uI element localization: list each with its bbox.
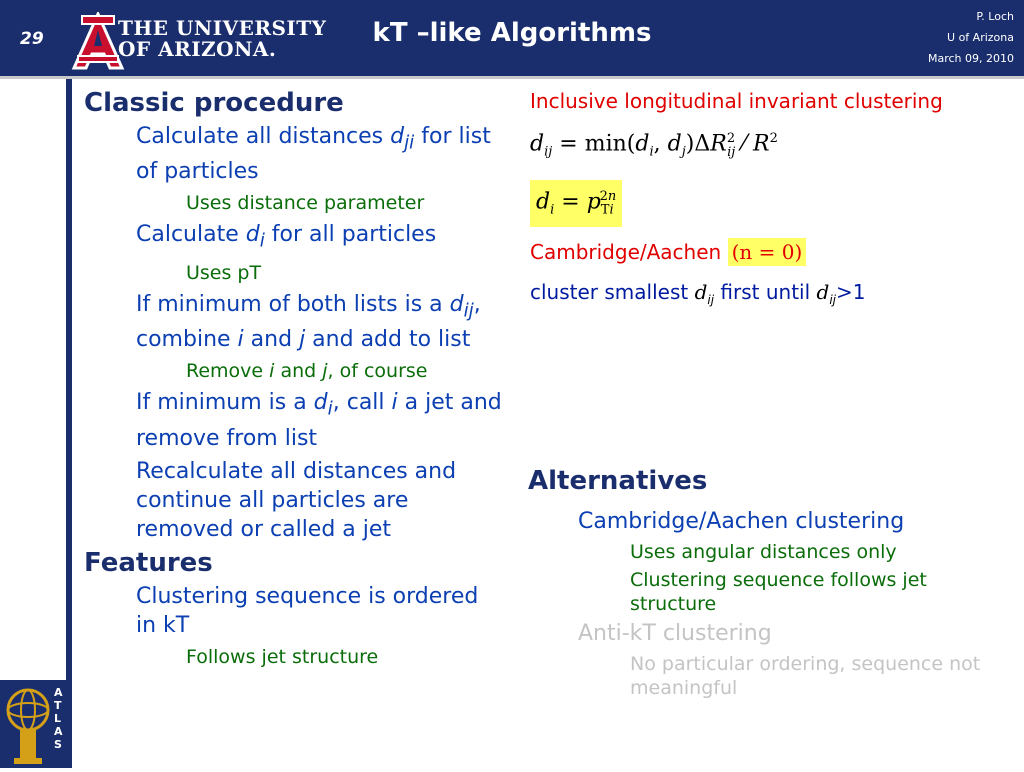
header-divider: [0, 76, 1024, 79]
sidebar: [0, 79, 66, 768]
sub-uses-pt: Uses pT: [186, 261, 262, 284]
affiliation: U of Arizona: [947, 31, 1014, 44]
sub-remove-i-j: Remove i and j, of course: [186, 360, 428, 383]
bullet-calculate-di: Calculate $d_i$ for all particles: [136, 222, 437, 252]
cambridge-n0-formula: (n = 0): [728, 238, 807, 266]
slide-meta: [928, 6, 1014, 69]
formula-dij: $d_{ij} = \min(d_i$, $d_j)\Delta R^2_{ij}$ ⁄ $R^2$: [530, 131, 778, 160]
left-column: [84, 88, 504, 674]
sidebar-rule: [66, 79, 72, 768]
author: P. Loch: [976, 10, 1014, 23]
heading-alternatives: Alternatives: [528, 466, 708, 496]
atlas-label: ATLAS: [54, 686, 63, 751]
sub-angular-distances: Uses angular distances only: [630, 541, 897, 563]
right-column: [530, 88, 1020, 313]
heading-classic-procedure: Classic procedure: [84, 88, 344, 118]
cambridge-aachen-line: Cambridge/Aachen (n = 0): [530, 237, 1020, 267]
heading-features: Features: [84, 547, 213, 578]
bullet-recalculate: Recalculate all distances and continue all particles are removed or called a jet: [136, 458, 457, 542]
bullet-calculate-distances: Calculate all distances $d_{ji}$ for list of particles: [136, 124, 491, 185]
bullet-minimum-both-lists: If minimum of both lists is a $d_{ij}$, combine i and j and add to list: [136, 291, 481, 353]
inclusive-clustering-label: Inclusive longitudinal invariant clustering: [530, 89, 943, 113]
alternatives-list: [578, 508, 1018, 704]
item-anti-kt-clustering: Anti-kT clustering: [578, 621, 772, 646]
bullet-minimum-is-di: If minimum is a $d_i$, call i a jet and remove from list: [136, 390, 502, 451]
cluster-smallest-line: cluster smallest $d_{ij}$ first until $d_{ij}>1$: [530, 280, 866, 308]
sub-follows-jet-structure: Follows jet structure: [186, 645, 379, 668]
bullet-clustering-sequence: Clustering sequence is ordered in kT: [136, 583, 479, 638]
item-cambridge-aachen-clustering: Cambridge/Aachen clustering: [578, 509, 905, 534]
sub-sequence-follows-jet: Clustering sequence follows jet structure: [630, 569, 927, 615]
page-title: kT –like Algorithms: [372, 18, 652, 48]
sub-no-particular-ordering: No particular ordering, sequence not meaningful: [630, 653, 981, 699]
slide-number: 29: [20, 29, 44, 49]
atlas-logo: [0, 680, 72, 768]
logo-line2: OF ARIZONA.: [118, 37, 277, 61]
date: March 09, 2010: [927, 52, 1014, 65]
formula-di: $d_i = p_{Ti}^{2n}$: [530, 180, 1020, 228]
sub-uses-distance-parameter: Uses distance parameter: [186, 192, 425, 215]
logo-line1: THE UNIVERSITY: [118, 16, 327, 40]
